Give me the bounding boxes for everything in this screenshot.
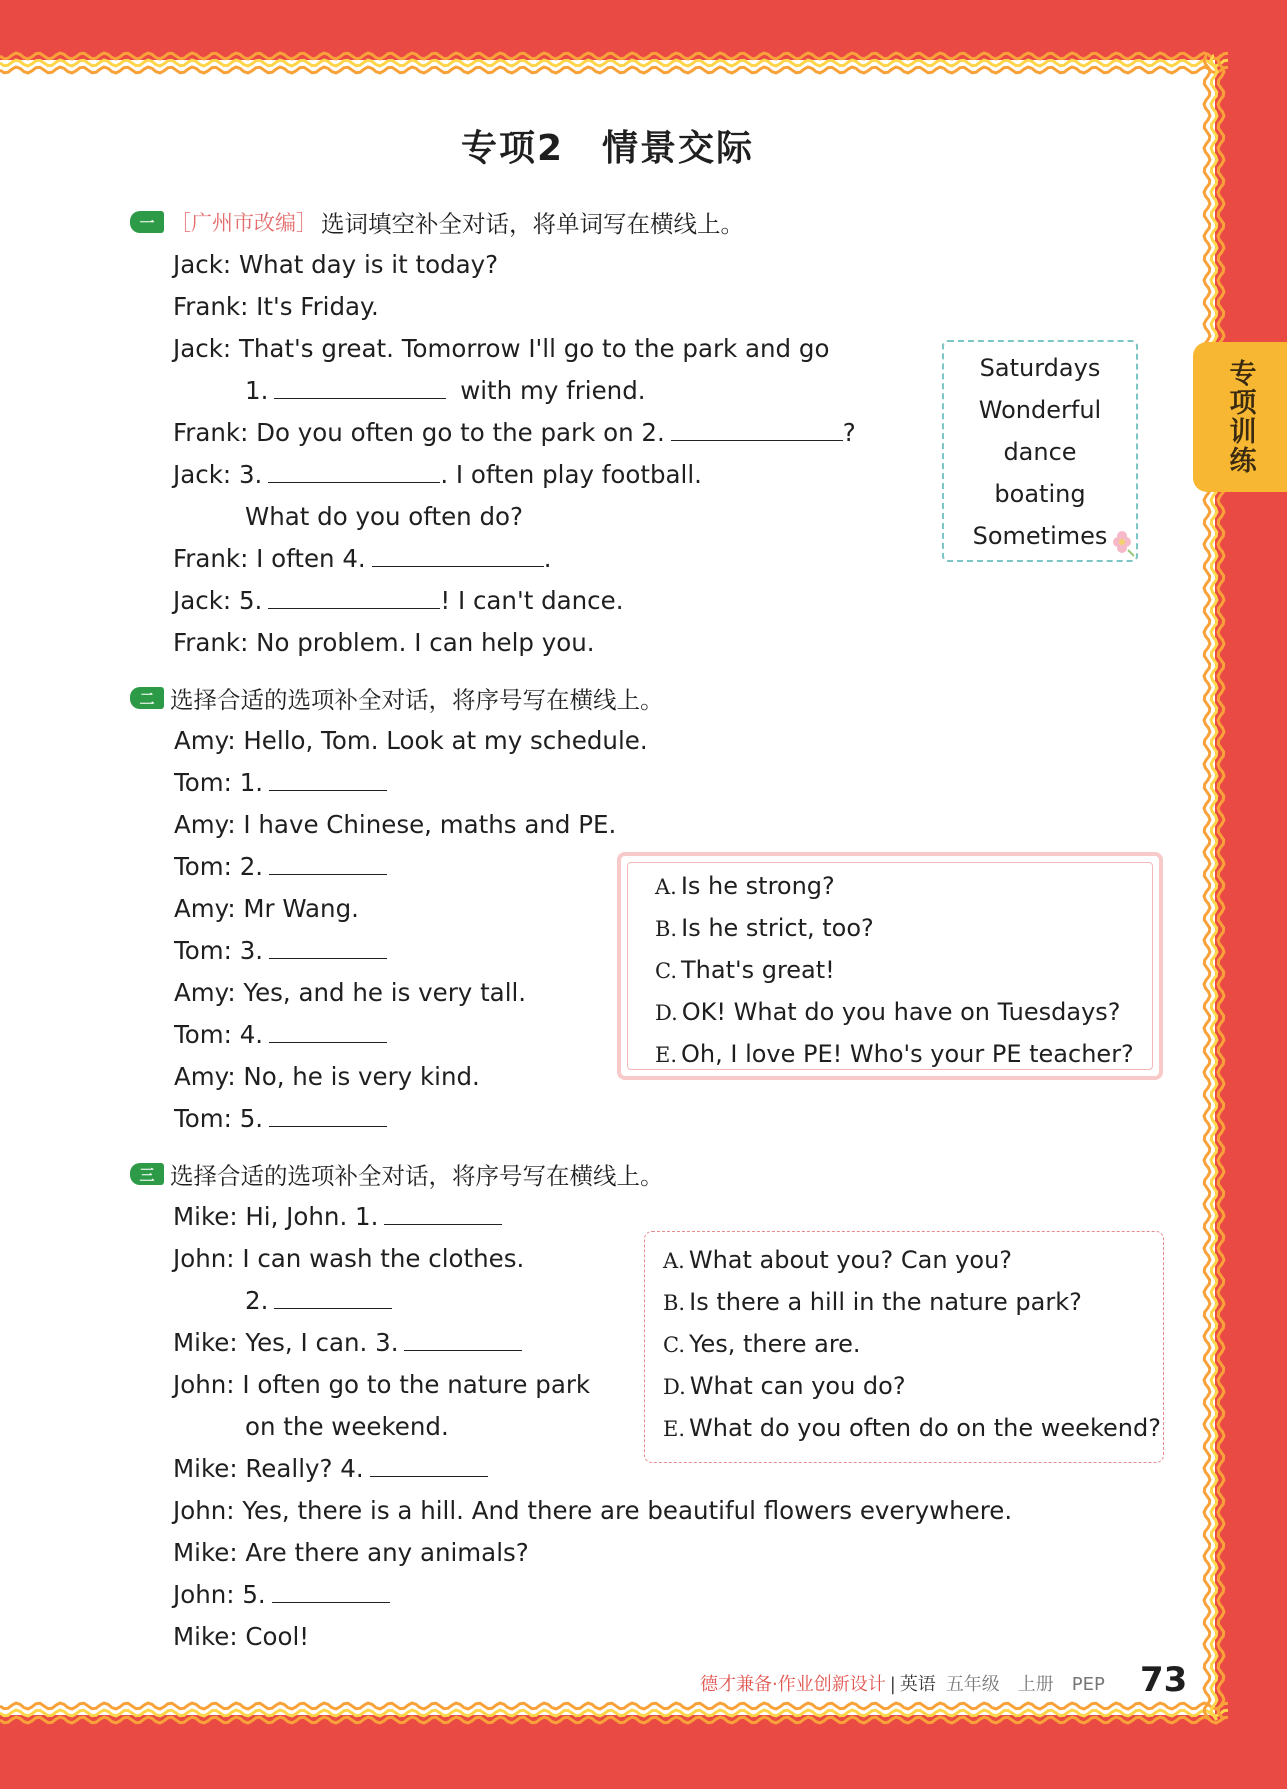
dialogue-line: Amy: Yes, and he is very tall. (174, 978, 527, 1007)
option-item (663, 1330, 861, 1358)
dialogue-text: . (543, 544, 552, 573)
option-key: B. (663, 1291, 686, 1315)
dialogue-line (173, 586, 624, 615)
dialogue-line: John: Yes, there is a hill. And there are beautiful flowers everywhere. (173, 1496, 1013, 1525)
answer-blank[interactable] (269, 852, 387, 875)
option-item (663, 1246, 1012, 1274)
answer-blank[interactable] (269, 936, 387, 959)
dialogue-line (173, 460, 702, 489)
dialogue-text: Mike: Really? 4. (173, 1454, 364, 1483)
footer-subject: 英语 (899, 1674, 936, 1695)
word-bank-item: Saturdays (979, 354, 1101, 382)
dialogue-line (173, 1202, 502, 1231)
option-key: C. (655, 959, 677, 983)
word-bank-item: Wonderful (978, 396, 1102, 424)
dialogue-text: John: 5. (173, 1580, 266, 1609)
section2-badge: 二 (130, 687, 164, 709)
answer-blank[interactable] (269, 1104, 387, 1127)
dialogue-line: Jack: What day is it today? (173, 250, 499, 279)
option-text: Oh, I love PE! Who's your PE teacher? (681, 1040, 1134, 1068)
option-item (663, 1372, 906, 1400)
option-key: D. (663, 1375, 686, 1399)
dialogue-line: Amy: I have Chinese, maths and PE. (174, 810, 617, 839)
answer-blank[interactable] (269, 1020, 387, 1043)
option-item (663, 1288, 1082, 1316)
option-item (655, 998, 1121, 1026)
option-text: What about you? Can you? (688, 1246, 1013, 1274)
option-item (663, 1414, 1161, 1442)
side-tab[interactable] (1193, 342, 1287, 492)
option-key: E. (663, 1417, 686, 1441)
dialogue-line: Jack: That's great. Tomorrow I'll go to the park and go (173, 334, 830, 363)
dialogue-line (174, 852, 387, 881)
option-key: E. (655, 1043, 678, 1067)
page-footer (700, 1670, 1105, 1696)
option-key: A. (655, 875, 677, 899)
options-box-section3 (644, 1231, 1164, 1463)
dialogue-line (173, 1580, 390, 1609)
section3-instruction: 选择合适的选项补全对话，将序号写在横线上。 (170, 1162, 664, 1190)
section2-instruction: 选择合适的选项补全对话，将序号写在横线上。 (170, 686, 664, 714)
dialogue-text: 2. (245, 1286, 269, 1315)
dialogue-line (173, 544, 552, 573)
section3-badge: 三 (130, 1163, 164, 1185)
dialogue-line: on the weekend. (245, 1412, 449, 1441)
section1-header (130, 205, 744, 239)
dialogue-text: Tom: 3. (174, 936, 264, 965)
option-text: OK! What do you have on Tuesdays? (681, 998, 1121, 1026)
dialogue-text: Jack: 5. (173, 586, 263, 615)
dialogue-line: Mike: Cool! (173, 1622, 310, 1651)
option-text: That's great! (681, 956, 835, 984)
answer-blank[interactable] (372, 544, 544, 567)
dialogue-line: Amy: Hello, Tom. Look at my schedule. (174, 726, 648, 755)
word-bank-item: Sometimes (972, 522, 1108, 550)
dialogue-line (174, 768, 387, 797)
word-bank-item: boating (994, 480, 1086, 508)
footer-meta: 五年级 上册 PEP (945, 1674, 1105, 1695)
dialogue-text: ! I can't dance. (440, 586, 624, 615)
dialogue-line (174, 1104, 387, 1133)
dialogue-text: Frank: Do you often go to the park on 2. (173, 418, 665, 447)
option-item (655, 1040, 1134, 1068)
dialogue-line: Amy: No, he is very kind. (174, 1062, 480, 1091)
section1-source: ［广州市改编］ (170, 211, 317, 235)
dialogue-line (245, 1286, 392, 1315)
answer-blank[interactable] (274, 376, 446, 399)
answer-blank[interactable] (274, 1286, 392, 1309)
dialogue-text: . I often play football. (440, 460, 702, 489)
dialogue-line: John: I can wash the clothes. (173, 1244, 525, 1273)
option-text: What do you often do on the weekend? (689, 1414, 1161, 1442)
dialogue-line: Frank: No problem. I can help you. (173, 628, 595, 657)
blank-number: 1. (245, 376, 269, 405)
footer-brand: 德才兼备·作业创新设计 (700, 1674, 886, 1695)
dialogue-text: with my friend. (460, 376, 646, 405)
section1-badge: 一 (130, 211, 164, 233)
dialogue-text: Tom: 1. (174, 768, 264, 797)
dialogue-line: Mike: Are there any animals? (173, 1538, 529, 1567)
option-text: Yes, there are. (689, 1330, 861, 1358)
side-tab-label: 专项训练 (1224, 359, 1256, 475)
dialogue-text: ? (842, 418, 856, 447)
answer-blank[interactable] (370, 1454, 488, 1477)
answer-blank[interactable] (268, 460, 440, 483)
options-box-section2 (617, 852, 1163, 1080)
section3-header (130, 1157, 664, 1191)
dialogue-line (174, 1020, 387, 1049)
dialogue-text: Mike: Hi, John. 1. (173, 1202, 379, 1231)
section2-header (130, 681, 664, 715)
footer-separator: | (889, 1674, 896, 1695)
dialogue-text: Mike: Yes, I can. 3. (173, 1328, 399, 1357)
word-bank-item: dance (1003, 438, 1077, 466)
option-item (655, 914, 874, 942)
answer-blank[interactable] (269, 768, 387, 791)
page-number: 73 (1140, 1660, 1188, 1700)
dialogue-text: Frank: I often 4. (173, 544, 366, 573)
answer-blank[interactable] (268, 586, 440, 609)
dialogue-line: John: I often go to the nature park (173, 1370, 591, 1399)
option-key: D. (655, 1001, 678, 1025)
dialogue-line: Amy: Mr Wang. (174, 894, 359, 923)
flower-icon (1106, 530, 1136, 558)
option-text: Is there a hill in the nature park? (689, 1288, 1082, 1316)
dialogue-line (245, 376, 646, 405)
option-key: A. (663, 1249, 685, 1273)
option-text: Is he strong? (680, 872, 835, 900)
dialogue-line (173, 1328, 522, 1357)
option-key: B. (655, 917, 678, 941)
dialogue-text: Tom: 2. (174, 852, 264, 881)
dialogue-text: Tom: 5. (174, 1104, 264, 1133)
dialogue-line (173, 1454, 488, 1483)
dialogue-text: Tom: 4. (174, 1020, 264, 1049)
dialogue-line: Frank: It's Friday. (173, 292, 379, 321)
option-key: C. (663, 1333, 685, 1357)
option-text: Is he strict, too? (681, 914, 874, 942)
option-text: What can you do? (689, 1372, 906, 1400)
dialogue-line (173, 418, 856, 447)
answer-blank[interactable] (404, 1328, 522, 1351)
answer-blank[interactable] (671, 418, 843, 441)
page-title: 专项2 情景交际 (460, 128, 755, 169)
option-item (655, 872, 835, 900)
option-item (655, 956, 835, 984)
section1-instruction: 选词填空补全对话，将单词写在横线上。 (321, 210, 744, 238)
dialogue-line (174, 936, 387, 965)
answer-blank[interactable] (384, 1202, 502, 1225)
word-bank-box (942, 340, 1138, 562)
dialogue-line: What do you often do? (245, 502, 524, 531)
dialogue-text: Jack: 3. (173, 460, 263, 489)
answer-blank[interactable] (272, 1580, 390, 1603)
